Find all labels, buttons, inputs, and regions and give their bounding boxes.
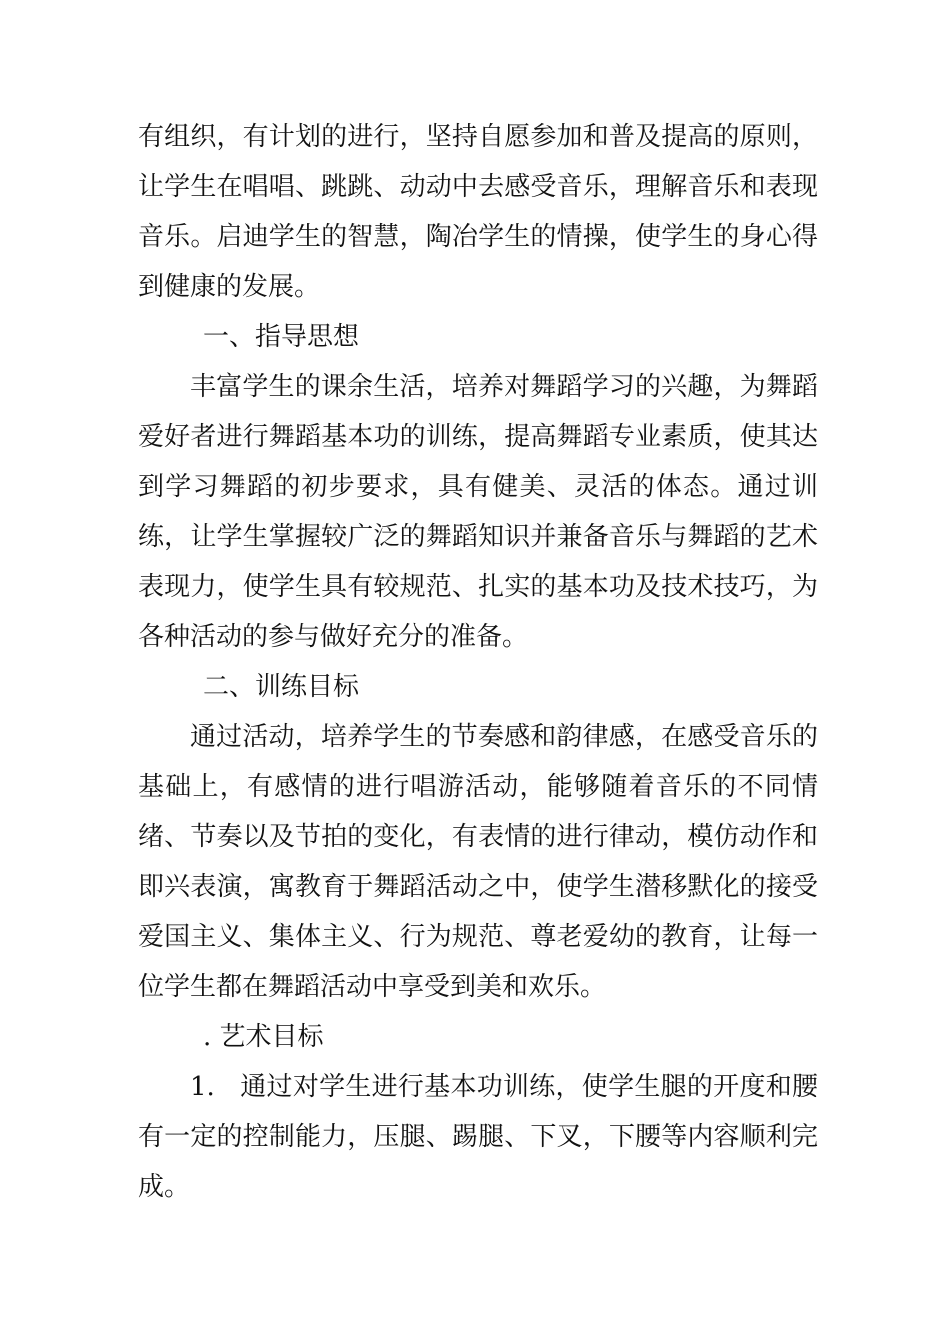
section-heading-art-goals: . 艺术目标 [203,1022,324,1052]
list-item-text: 通过对学生进行基本功训练，使学生腿的开度和腰有一定的控制能力，压腿、踢腿、下叉，下腰等内容顺利完成。 [138,1072,818,1202]
list-item-number: 1. [190,1072,215,1102]
section-paragraph-training-goals: 通过活动，培养学生的节奏感和韵律感，在感受音乐的基础上，有感情的进行唱游活动，能够随着音乐的不同情绪、节奏以及节拍的变化，有表情的进行律动，模仿动作和即兴表演，寓教育于舞蹈活动之中，使学生潜移默化的接受爱国主义、集体主义、行为规范、尊老爱幼的教育，让每一位学生都在舞蹈活动中享受到美和欢乐。 [138,722,818,1002]
list-item [138,1062,818,1212]
section-heading-guiding-ideology: 一、指导思想 [203,322,360,352]
section-paragraph-guiding-ideology: 丰富学生的课余生活，培养对舞蹈学习的兴趣，为舞蹈爱好者进行舞蹈基本功的训练，提高舞蹈专业素质，使其达到学习舞蹈的初步要求，具有健美、灵活的体态。通过训练，让学生掌握较广泛的舞蹈知识并兼备音乐与舞蹈的艺术表现力，使学生具有较规范、扎实的基本功及技术技巧，为各种活动的参与做好充分的准备。 [138,372,818,652]
section-heading-training-goals: 二、训练目标 [203,672,360,702]
document-body [138,112,818,1212]
intro-paragraph: 有组织，有计划的进行，坚持自愿参加和普及提高的原则，让学生在唱唱、跳跳、动动中去感受音乐，理解音乐和表现音乐。启迪学生的智慧，陶冶学生的情操，使学生的身心得到健康的发展。 [138,122,818,302]
